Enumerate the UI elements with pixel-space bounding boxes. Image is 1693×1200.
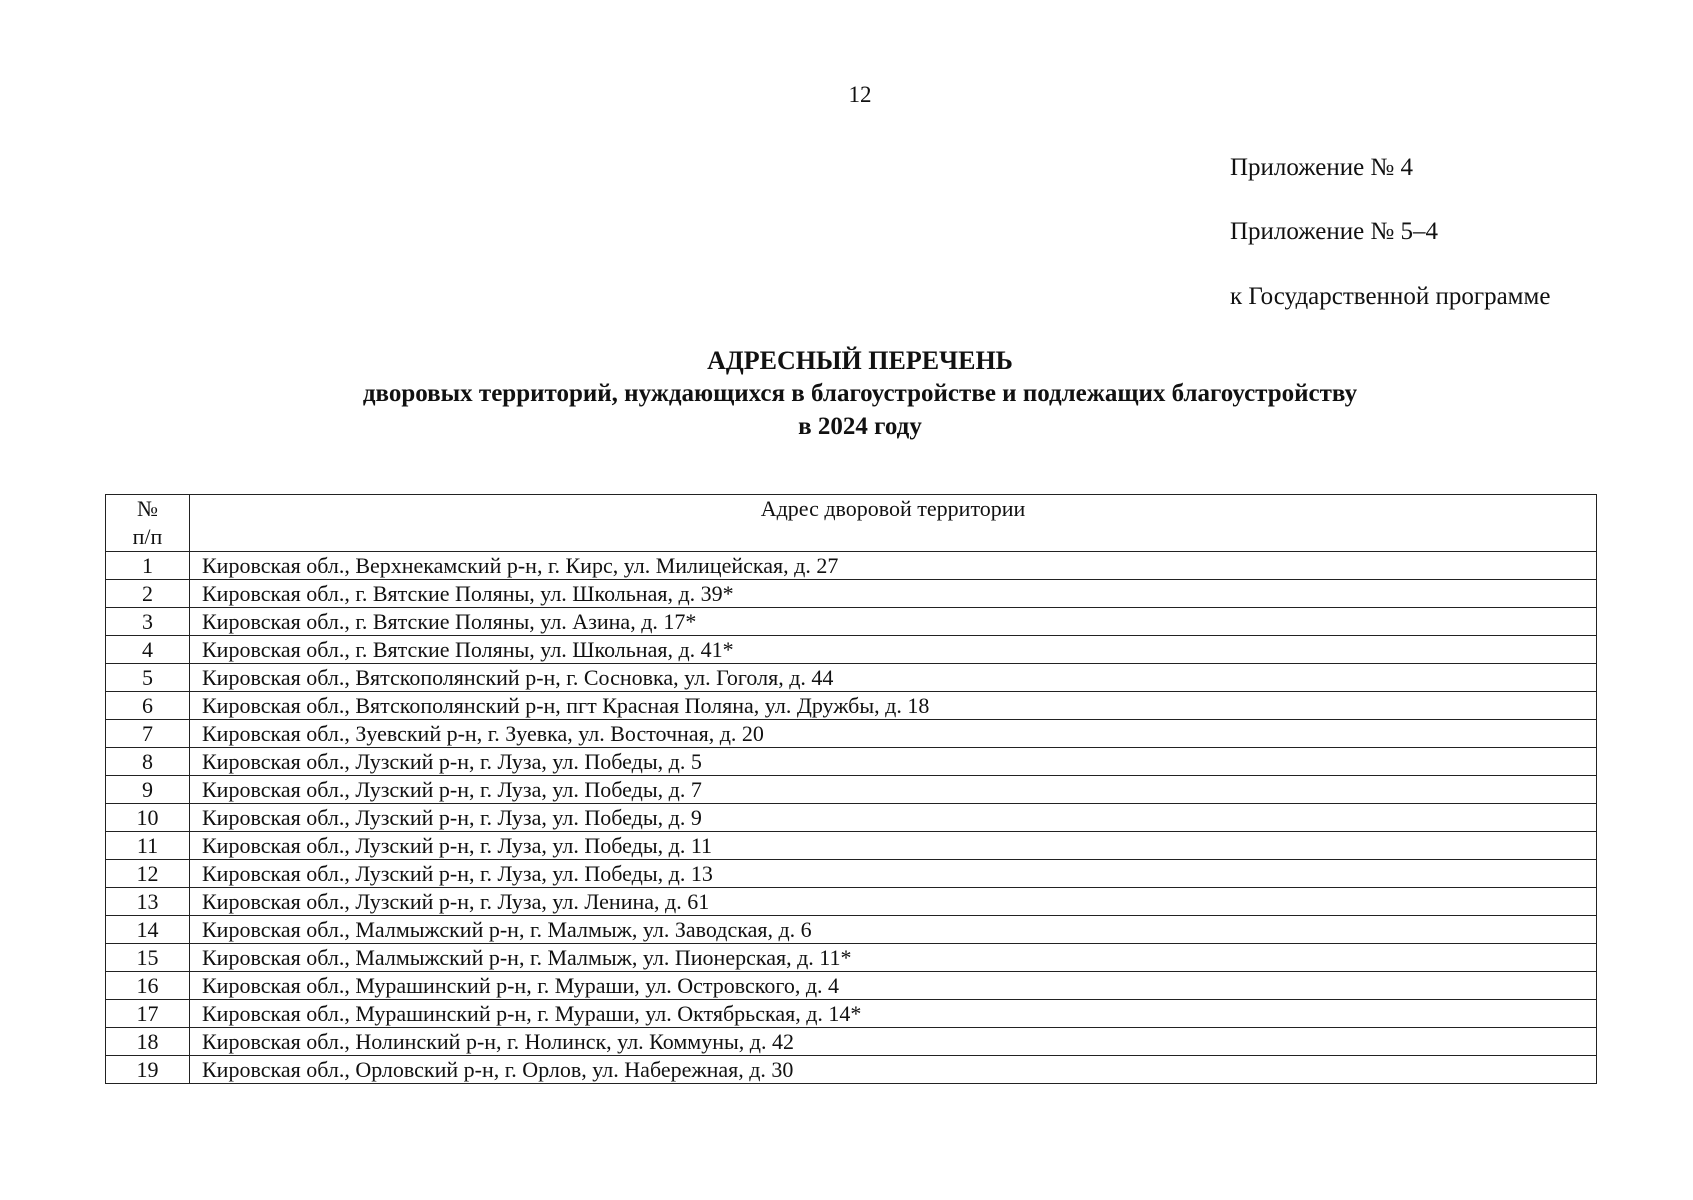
row-address: Кировская обл., Мурашинский р-н, г. Мураши, ул. Островского, д. 4 <box>190 972 1597 1000</box>
row-number: 6 <box>106 692 190 720</box>
row-number: 13 <box>106 888 190 916</box>
table-row <box>106 860 1597 888</box>
row-address: Кировская обл., Лузский р-н, г. Луза, ул. Победы, д. 13 <box>190 860 1597 888</box>
table-row <box>106 832 1597 860</box>
header-number-line-1: № <box>137 496 158 521</box>
table-row <box>106 636 1597 664</box>
row-number: 8 <box>106 748 190 776</box>
table-row <box>106 916 1597 944</box>
row-address: Кировская обл., г. Вятские Поляны, ул. Школьная, д. 39* <box>190 580 1597 608</box>
appendix-line-2: Приложение № 5–4 <box>1230 218 1439 245</box>
row-number: 5 <box>106 664 190 692</box>
row-address: Кировская обл., Нолинский р-н, г. Нолинск, ул. Коммуны, д. 42 <box>190 1028 1597 1056</box>
address-table <box>105 494 1597 1084</box>
table-row <box>106 804 1597 832</box>
row-number: 2 <box>106 580 190 608</box>
appendix-line-1: Приложение № 4 <box>1230 154 1414 181</box>
table-row <box>106 1056 1597 1084</box>
page-number: 12 <box>848 82 872 107</box>
header-number <box>106 495 190 552</box>
row-number: 16 <box>106 972 190 1000</box>
row-number: 14 <box>106 916 190 944</box>
row-number: 7 <box>106 720 190 748</box>
row-address: Кировская обл., Зуевский р-н, г. Зуевка, ул. Восточная, д. 20 <box>190 720 1597 748</box>
row-number: 1 <box>106 552 190 580</box>
row-number: 9 <box>106 776 190 804</box>
table-body <box>106 552 1597 1084</box>
header-number-line-2: п/п <box>132 524 163 549</box>
row-address: Кировская обл., Лузский р-н, г. Луза, ул. Ленина, д. 61 <box>190 888 1597 916</box>
table-row <box>106 888 1597 916</box>
table-row <box>106 1000 1597 1028</box>
row-address: Кировская обл., Лузский р-н, г. Луза, ул. Победы, д. 7 <box>190 776 1597 804</box>
row-address: Кировская обл., г. Вятские Поляны, ул. Школьная, д. 41* <box>190 636 1597 664</box>
table-row <box>106 664 1597 692</box>
table-row <box>106 552 1597 580</box>
title-line-2: дворовых территорий, нуждающихся в благоустройстве и подлежащих благоустройству <box>362 380 1358 407</box>
table-row <box>106 608 1597 636</box>
row-address: Кировская обл., г. Вятские Поляны, ул. Азина, д. 17* <box>190 608 1597 636</box>
title-line-1: АДРЕСНЫЙ ПЕРЕЧЕНЬ <box>707 346 1013 375</box>
row-number: 17 <box>106 1000 190 1028</box>
row-address: Кировская обл., Верхнекамский р-н, г. Кирс, ул. Милицейская, д. 27 <box>190 552 1597 580</box>
table-row <box>106 1028 1597 1056</box>
row-address: Кировская обл., Вятскополянский р-н, г. Сосновка, ул. Гоголя, д. 44 <box>190 664 1597 692</box>
table-row <box>106 776 1597 804</box>
row-address: Кировская обл., Вятскополянский р-н, пгт Красная Поляна, ул. Дружбы, д. 18 <box>190 692 1597 720</box>
row-number: 10 <box>106 804 190 832</box>
row-address: Кировская обл., Орловский р-н, г. Орлов, ул. Набережная, д. 30 <box>190 1056 1597 1084</box>
table-header-row <box>106 495 1597 552</box>
row-number: 12 <box>106 860 190 888</box>
appendix-line-3: к Государственной программе <box>1230 283 1551 310</box>
row-address: Кировская обл., Лузский р-н, г. Луза, ул. Победы, д. 5 <box>190 748 1597 776</box>
row-number: 19 <box>106 1056 190 1084</box>
table-row <box>106 580 1597 608</box>
table-row <box>106 944 1597 972</box>
document-title <box>0 344 1693 443</box>
row-number: 11 <box>106 832 190 860</box>
table-row <box>106 748 1597 776</box>
title-line-3: в 2024 году <box>798 413 922 440</box>
row-number: 18 <box>106 1028 190 1056</box>
row-number: 3 <box>106 608 190 636</box>
row-address: Кировская обл., Мурашинский р-н, г. Мураши, ул. Октябрьская, д. 14* <box>190 1000 1597 1028</box>
table-row <box>106 692 1597 720</box>
table-row <box>106 720 1597 748</box>
row-address: Кировская обл., Малмыжский р-н, г. Малмыж, ул. Пионерская, д. 11* <box>190 944 1597 972</box>
table-row <box>106 972 1597 1000</box>
row-address: Кировская обл., Лузский р-н, г. Луза, ул. Победы, д. 11 <box>190 832 1597 860</box>
row-address: Кировская обл., Лузский р-н, г. Луза, ул. Победы, д. 9 <box>190 804 1597 832</box>
header-address: Адрес дворовой территории <box>190 495 1597 552</box>
row-address: Кировская обл., Малмыжский р-н, г. Малмыж, ул. Заводская, д. 6 <box>190 916 1597 944</box>
row-number: 4 <box>106 636 190 664</box>
row-number: 15 <box>106 944 190 972</box>
